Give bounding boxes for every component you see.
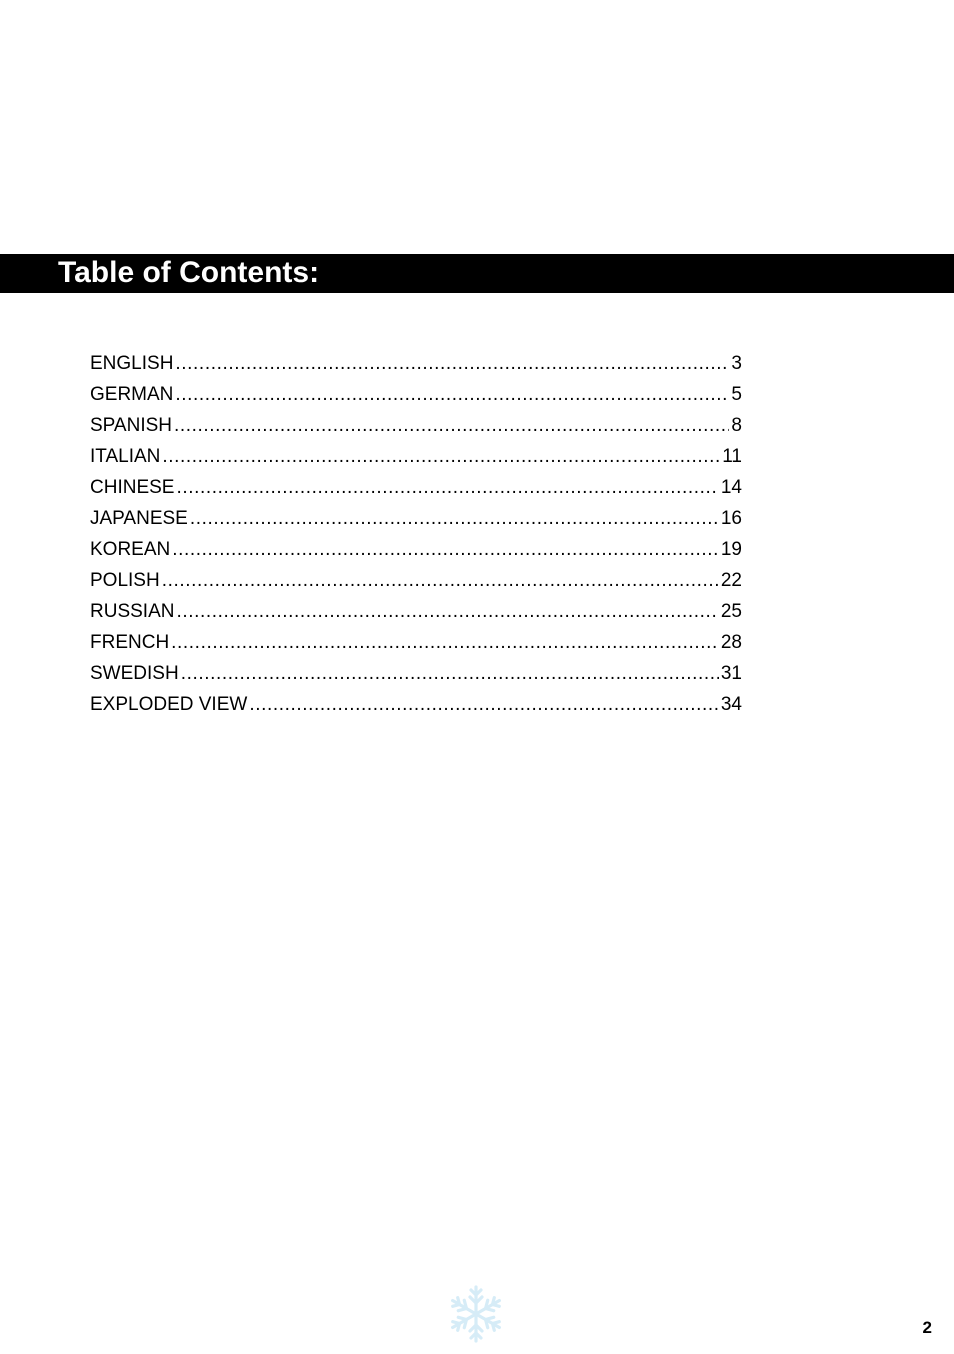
toc-leader-dots	[171, 627, 719, 658]
toc-item-page: 5	[731, 384, 742, 405]
toc-item-label: POLISH	[90, 570, 160, 591]
toc-item-exploded-view[interactable]	[90, 689, 742, 720]
toc-item-page: 16	[720, 508, 742, 529]
toc-item-english[interactable]	[90, 348, 742, 379]
toc-leader-dots	[175, 348, 729, 379]
toc-item-german[interactable]	[90, 379, 742, 410]
toc-item-polish[interactable]	[90, 565, 742, 596]
toc-leader-dots	[174, 410, 729, 441]
toc-item-page: 8	[731, 415, 742, 436]
page-number: 2	[922, 1318, 932, 1337]
toc-item-page: 28	[720, 632, 742, 653]
toc-leader-dots	[176, 596, 718, 627]
toc-item-chinese[interactable]	[90, 472, 742, 503]
toc-item-page: 25	[720, 601, 742, 622]
toc-item-label: JAPANESE	[90, 508, 188, 529]
toc-item-label: SWEDISH	[90, 663, 179, 684]
toc-item-japanese[interactable]	[90, 503, 742, 534]
toc-item-label: ITALIAN	[90, 446, 161, 467]
toc-leader-dots	[249, 689, 719, 720]
toc-item-label: FRENCH	[90, 632, 170, 653]
toc-item-label: RUSSIAN	[90, 601, 175, 622]
toc-item-page: 3	[731, 353, 742, 374]
toc-leader-dots	[175, 379, 729, 410]
table-of-contents	[90, 348, 742, 720]
toc-item-label: EXPLODED VIEW	[90, 694, 248, 715]
toc-item-page: 14	[720, 477, 742, 498]
toc-leader-dots	[190, 503, 719, 534]
toc-item-italian[interactable]	[90, 441, 742, 472]
page-title: Table of Contents:	[58, 256, 320, 289]
toc-item-page: 34	[720, 694, 742, 715]
toc-leader-dots	[181, 658, 719, 689]
toc-item-russian[interactable]	[90, 596, 742, 627]
snowflake-icon	[446, 1284, 506, 1344]
toc-leader-dots	[162, 441, 720, 472]
toc-leader-dots	[172, 534, 719, 565]
toc-item-label: CHINESE	[90, 477, 175, 498]
toc-item-korean[interactable]	[90, 534, 742, 565]
title-bar	[0, 254, 954, 293]
toc-item-page: 31	[720, 663, 742, 684]
toc-leader-dots	[162, 565, 719, 596]
toc-item-spanish[interactable]	[90, 410, 742, 441]
toc-leader-dots	[176, 472, 718, 503]
toc-item-label: KOREAN	[90, 539, 171, 560]
toc-item-french[interactable]	[90, 627, 742, 658]
toc-item-label: SPANISH	[90, 415, 173, 436]
toc-item-page: 19	[720, 539, 742, 560]
toc-item-label: ENGLISH	[90, 353, 174, 374]
toc-item-page: 22	[720, 570, 742, 591]
toc-item-page: 11	[722, 446, 742, 467]
toc-item-swedish[interactable]	[90, 658, 742, 689]
toc-item-label: GERMAN	[90, 384, 174, 405]
